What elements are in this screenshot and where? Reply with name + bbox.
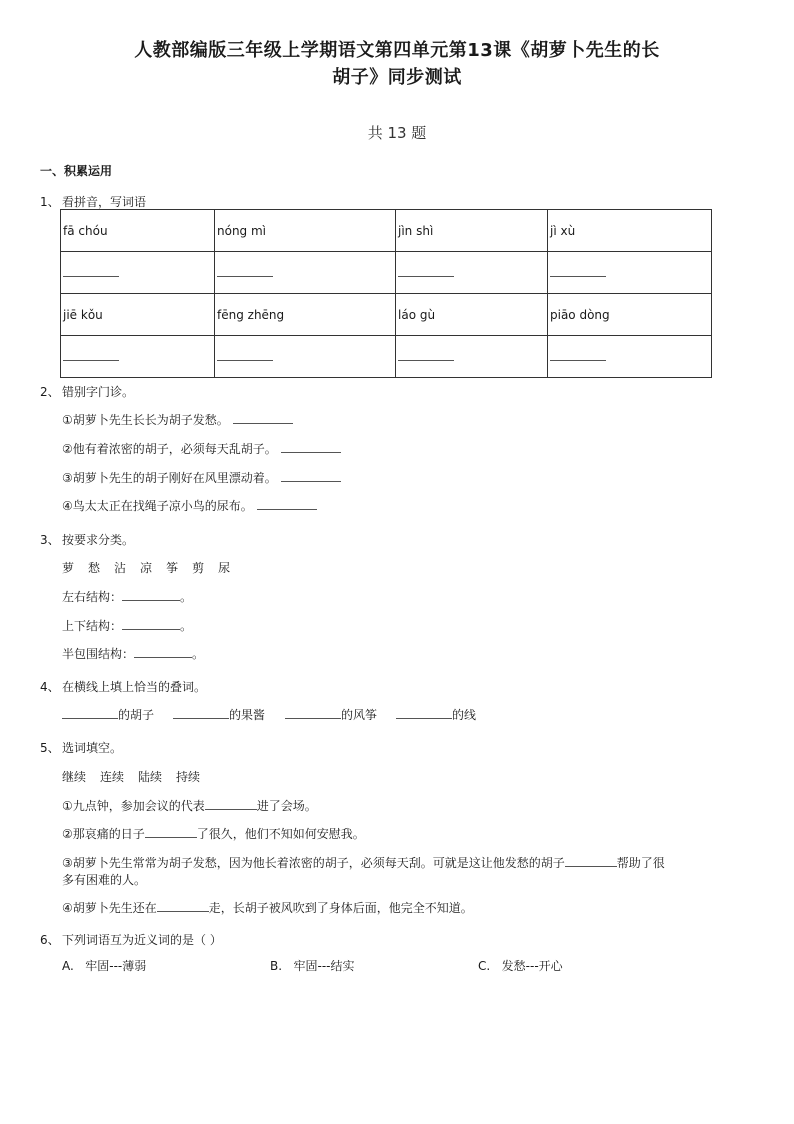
q4-item xyxy=(285,707,377,723)
period: 。 xyxy=(192,647,205,661)
pinyin-cell: láo gù xyxy=(396,294,548,336)
character: 剪 xyxy=(192,561,205,575)
q4-prompt: 在横线上填上恰当的叠词。 xyxy=(62,680,207,694)
answer-blank[interactable] xyxy=(122,619,180,630)
answer-cell[interactable] xyxy=(215,252,396,294)
q5-text: 了很久，他们不知如何安慰我。 xyxy=(196,827,365,841)
character: 萝 xyxy=(62,561,75,575)
word-option: 持续 xyxy=(176,770,201,784)
q5-item-3 xyxy=(62,855,665,871)
answer-blank[interactable] xyxy=(233,413,293,424)
answer-blank[interactable] xyxy=(63,350,119,361)
answer-blank[interactable] xyxy=(205,799,257,810)
character: 筝 xyxy=(166,561,179,575)
answer-cell[interactable] xyxy=(548,252,712,294)
character: 沾 xyxy=(114,561,127,575)
character: 凉 xyxy=(140,561,153,575)
answer-cell[interactable] xyxy=(396,252,548,294)
q3-half-enclosed xyxy=(62,646,204,662)
option-letter: B. xyxy=(270,959,283,973)
answer-cell[interactable] xyxy=(396,336,548,378)
answer-blank[interactable] xyxy=(157,901,209,912)
answer-blank[interactable] xyxy=(217,266,273,277)
q2-number: 2、 xyxy=(40,385,60,399)
q2-item-text: ④鸟太太正在找绳子凉小鸟的尿布。 xyxy=(62,499,253,513)
q5-text: ③胡萝卜先生常常为胡子发愁，因为他长着浓密的胡子，必须每天刮。可就是这让他发愁的胡子 xyxy=(62,856,565,870)
q3-top-bottom xyxy=(62,618,192,634)
q4-item-text: 的胡子 xyxy=(118,708,155,722)
pinyin-cell: nóng mì xyxy=(215,210,396,252)
q5-text: 走，长胡子被风吹到了身体后面，他完全不知道。 xyxy=(208,901,473,915)
answer-blank[interactable] xyxy=(217,350,273,361)
q3-label: 左右结构： xyxy=(62,590,123,604)
q2-item xyxy=(62,412,293,428)
answer-cell[interactable] xyxy=(61,252,215,294)
q4-item xyxy=(396,707,476,723)
character: 愁 xyxy=(88,561,101,575)
pinyin-table xyxy=(60,209,712,378)
answer-blank[interactable] xyxy=(173,708,229,719)
option-text: 牢固---结实 xyxy=(293,959,355,973)
q1-number: 1、 xyxy=(40,195,60,209)
pinyin-row xyxy=(61,210,712,252)
q2-item-text: ②他有着浓密的胡子，必须每天乱胡子。 xyxy=(62,442,277,456)
period: 。 xyxy=(180,590,193,604)
pinyin-cell: jì xù xyxy=(548,210,712,252)
q5-number: 5、 xyxy=(40,741,60,755)
q5-text: ①九点钟，参加会议的代表 xyxy=(62,799,205,813)
q4-item-text: 的风筝 xyxy=(341,708,378,722)
pinyin-row xyxy=(61,294,712,336)
q5-item-1 xyxy=(62,798,317,814)
answer-row xyxy=(61,336,712,378)
pinyin-cell: piāo dòng xyxy=(548,294,712,336)
pinyin-cell: jiē kǒu xyxy=(61,294,215,336)
q3-number: 3、 xyxy=(40,533,60,547)
q2-item xyxy=(62,441,341,457)
answer-blank[interactable] xyxy=(257,499,317,510)
answer-blank[interactable] xyxy=(62,708,118,719)
answer-blank[interactable] xyxy=(550,266,606,277)
pinyin-cell: jìn shì xyxy=(396,210,548,252)
q3-prompt: 按要求分类。 xyxy=(62,533,135,547)
answer-blank[interactable] xyxy=(285,708,341,719)
option-a[interactable] xyxy=(62,958,146,974)
answer-cell[interactable] xyxy=(61,336,215,378)
q5-prompt: 选词填空。 xyxy=(62,741,123,755)
q3-label: 半包围结构： xyxy=(62,647,135,661)
q5-text: ②那哀痛的日子 xyxy=(62,827,145,841)
answer-blank[interactable] xyxy=(396,708,452,719)
word-option: 连续 xyxy=(100,770,125,784)
q5-item-4 xyxy=(62,900,473,916)
answer-blank[interactable] xyxy=(550,350,606,361)
option-letter: A. xyxy=(62,959,74,973)
q3-left-right xyxy=(62,589,192,605)
option-b[interactable] xyxy=(270,958,355,974)
q2-prompt: 错别字门诊。 xyxy=(62,385,135,399)
q1-prompt: 看拼音，写词语 xyxy=(62,195,147,209)
word-option: 继续 xyxy=(62,770,87,784)
answer-row xyxy=(61,252,712,294)
answer-blank[interactable] xyxy=(398,350,454,361)
answer-cell[interactable] xyxy=(548,336,712,378)
option-c[interactable] xyxy=(478,958,563,974)
q4-item xyxy=(173,707,265,723)
answer-blank[interactable] xyxy=(145,827,197,838)
title-line-2: 胡子》同步测试 xyxy=(332,67,462,88)
option-text: 发愁---开心 xyxy=(501,959,563,973)
q3-label: 上下结构： xyxy=(62,619,123,633)
q5-item-2 xyxy=(62,826,365,842)
q3-characters xyxy=(62,560,244,576)
character: 尿 xyxy=(218,561,231,575)
q5-text: 进了会场。 xyxy=(256,799,317,813)
answer-blank[interactable] xyxy=(565,856,617,867)
section-heading: 一、积累运用 xyxy=(40,164,113,178)
question-count: 共 13 题 xyxy=(367,124,427,142)
q2-item-text: ①胡萝卜先生长长为胡子发愁。 xyxy=(62,413,229,427)
answer-cell[interactable] xyxy=(215,336,396,378)
q6-number: 6、 xyxy=(40,933,60,947)
q2-item xyxy=(62,470,341,486)
word-option: 陆续 xyxy=(138,770,163,784)
title-line-1: 人教部编版三年级上学期语文第四单元第13课《胡萝卜先生的长 xyxy=(134,40,660,61)
q2-item-text: ③胡萝卜先生的胡子刚好在风里漂动着。 xyxy=(62,471,277,485)
answer-blank[interactable] xyxy=(63,266,119,277)
q5-text: 帮助了很 xyxy=(616,856,665,870)
pinyin-cell: fā chóu xyxy=(61,210,215,252)
q5-word-bank xyxy=(62,769,200,785)
pinyin-cell: fēng zhēng xyxy=(215,294,396,336)
answer-blank[interactable] xyxy=(398,266,454,277)
q4-item-text: 的线 xyxy=(452,708,477,722)
option-letter: C. xyxy=(478,959,491,973)
period: 。 xyxy=(180,619,193,633)
q4-number: 4、 xyxy=(40,680,60,694)
q6-prompt: 下列词语互为近义词的是（ ） xyxy=(62,933,222,947)
q5-item-3-continued: 多有困难的人。 xyxy=(62,873,147,887)
q2-item xyxy=(62,498,317,514)
answer-blank[interactable] xyxy=(134,647,192,658)
q5-text: ④胡萝卜先生还在 xyxy=(62,901,157,915)
answer-blank[interactable] xyxy=(122,590,180,601)
q4-item-text: 的果酱 xyxy=(229,708,266,722)
answer-blank[interactable] xyxy=(281,442,341,453)
option-text: 牢固---薄弱 xyxy=(85,959,147,973)
q4-item xyxy=(62,707,154,723)
answer-blank[interactable] xyxy=(281,471,341,482)
